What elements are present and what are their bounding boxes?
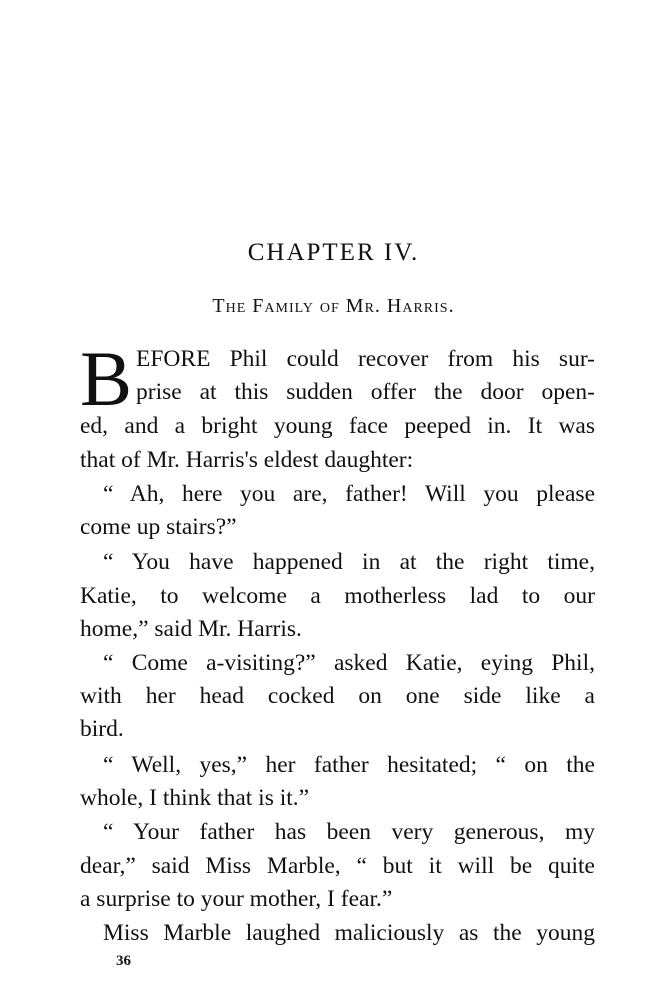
text-line: come up stairs?” — [80, 514, 237, 540]
text-line: bird. — [80, 716, 124, 742]
drop-cap: B — [80, 335, 133, 422]
text-line: home,” said Mr. Harris. — [80, 616, 302, 642]
text-line: “ You have happened in at the right time, — [103, 549, 595, 575]
text-line: whole, I think that is it.” — [80, 785, 310, 811]
text-line: with her head cocked on one side like a — [80, 683, 595, 709]
text-line: “ Ah, here you are, father! Will you please — [103, 481, 595, 507]
text-line: “ Well, yes,” her father hesitated; “ on the — [103, 752, 595, 778]
text-line: dear,” said Miss Marble, “ but it will be quite — [80, 853, 595, 879]
text-line: Miss Marble laughed maliciously as the young — [103, 920, 595, 946]
page-number: 36 — [116, 953, 131, 969]
text-line: that of Mr. Harris's eldest daughter: — [80, 447, 414, 473]
text-line: Katie, to welcome a motherless lad to our — [80, 583, 595, 609]
text-line: prise at this sudden offer the door open- — [136, 379, 595, 405]
text-line: “ Come a-visiting?” asked Katie, eying Phil, — [103, 650, 595, 676]
text-line: a surprise to your mother, I fear.” — [80, 886, 393, 912]
text-line: EFORE Phil could recover from his sur- — [136, 346, 595, 372]
text-line: ed, and a bright young face peeped in. It was — [80, 413, 595, 439]
chapter-title: The Family of Mr. Harris. — [212, 295, 455, 317]
chapter-heading: CHAPTER IV. — [247, 239, 420, 266]
text-line: “ Your father has been very generous, my — [103, 819, 595, 845]
